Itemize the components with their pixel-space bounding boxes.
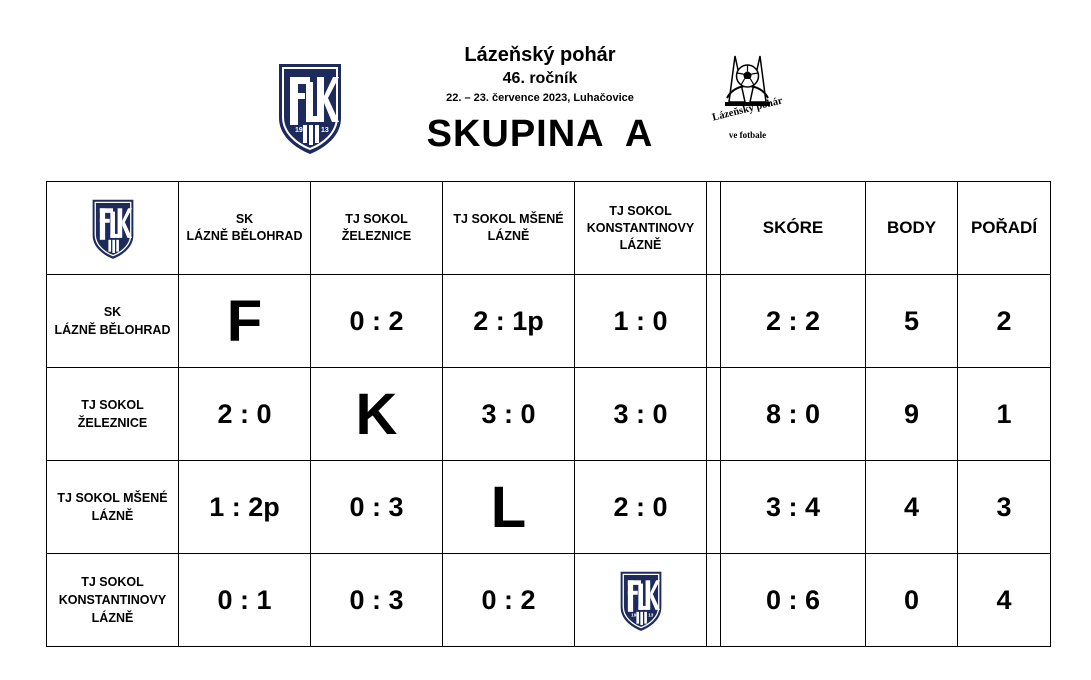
match-result: 2 : 0 <box>575 461 707 554</box>
group-title: SKUPINA A <box>426 113 654 155</box>
diagonal-crest-cell <box>575 554 707 647</box>
table-row <box>47 275 1051 368</box>
svg-text:13: 13 <box>321 127 329 134</box>
column-header-rank: POŘADÍ <box>958 182 1051 275</box>
table-header-row <box>47 182 1051 275</box>
event-header <box>390 42 690 158</box>
match-result: 0 : 2 <box>443 554 575 647</box>
column-header-team-3: TJ SOKOL MŠENÉ LÁZNĚ <box>443 182 575 275</box>
match-result: 1 : 2p <box>179 461 311 554</box>
total-score: 0 : 6 <box>721 554 866 647</box>
column-header-team-2: TJ SOKOL ŽELEZNICE <box>311 182 443 275</box>
diagonal-letter: F <box>179 275 311 368</box>
svg-text:13: 13 <box>647 612 653 618</box>
cup-logo-text: Lázeňský pohár <box>711 95 784 124</box>
event-title: Lázeňský pohár <box>464 44 616 66</box>
total-points: 0 <box>866 554 958 647</box>
diagonal-letter: L <box>443 461 575 554</box>
spacer-cell <box>707 461 721 554</box>
event-edition: 46. ročník <box>502 70 578 87</box>
event-date-place: 22. – 23. července 2023, Luhačovice <box>446 92 634 104</box>
total-score: 3 : 4 <box>721 461 866 554</box>
row-team-name: TJ SOKOL MŠENÉ LÁZNĚ <box>47 461 179 554</box>
row-team-name: TJ SOKOL KONSTANTINOVY LÁZNĚ <box>47 554 179 647</box>
spacer-cell <box>707 368 721 461</box>
match-result: 3 : 0 <box>575 368 707 461</box>
match-result: 0 : 1 <box>179 554 311 647</box>
spacer-cell <box>707 182 721 275</box>
svg-text:19: 19 <box>295 127 303 134</box>
diagonal-letter: K <box>311 368 443 461</box>
rank: 4 <box>958 554 1051 647</box>
table-row <box>47 368 1051 461</box>
match-result: 0 : 3 <box>311 554 443 647</box>
total-points: 9 <box>866 368 958 461</box>
table-row <box>47 554 1051 647</box>
column-header-score: SKÓRE <box>721 182 866 275</box>
match-result: 0 : 3 <box>311 461 443 554</box>
club-crest-icon <box>90 197 136 259</box>
match-result: 3 : 0 <box>443 368 575 461</box>
spacer-cell <box>707 554 721 647</box>
match-result: 0 : 2 <box>311 275 443 368</box>
svg-text:19: 19 <box>630 612 636 618</box>
table-row <box>47 461 1051 554</box>
club-crest-icon <box>618 569 664 631</box>
rank: 1 <box>958 368 1051 461</box>
total-points: 5 <box>866 275 958 368</box>
total-score: 8 : 0 <box>721 368 866 461</box>
spacer-cell <box>707 275 721 368</box>
column-header-points: BODY <box>866 182 958 275</box>
cup-logo <box>705 52 790 144</box>
header-crest-cell <box>47 182 179 275</box>
row-team-name: TJ SOKOL ŽELEZNICE <box>47 368 179 461</box>
rank: 2 <box>958 275 1051 368</box>
rank: 3 <box>958 461 1051 554</box>
match-result: 2 : 1p <box>443 275 575 368</box>
club-crest-logo <box>275 60 345 154</box>
column-header-team-4: TJ SOKOL KONSTANTINOVY LÁZNĚ <box>575 182 707 275</box>
cup-logo-subtext: ve fotbale <box>728 130 767 140</box>
column-header-team-1: SK LÁZNĚ BĚLOHRAD <box>179 182 311 275</box>
total-points: 4 <box>866 461 958 554</box>
row-team-name: SK LÁZNĚ BĚLOHRAD <box>47 275 179 368</box>
group-table <box>46 181 1051 647</box>
match-result: 1 : 0 <box>575 275 707 368</box>
match-result: 2 : 0 <box>179 368 311 461</box>
total-score: 2 : 2 <box>721 275 866 368</box>
